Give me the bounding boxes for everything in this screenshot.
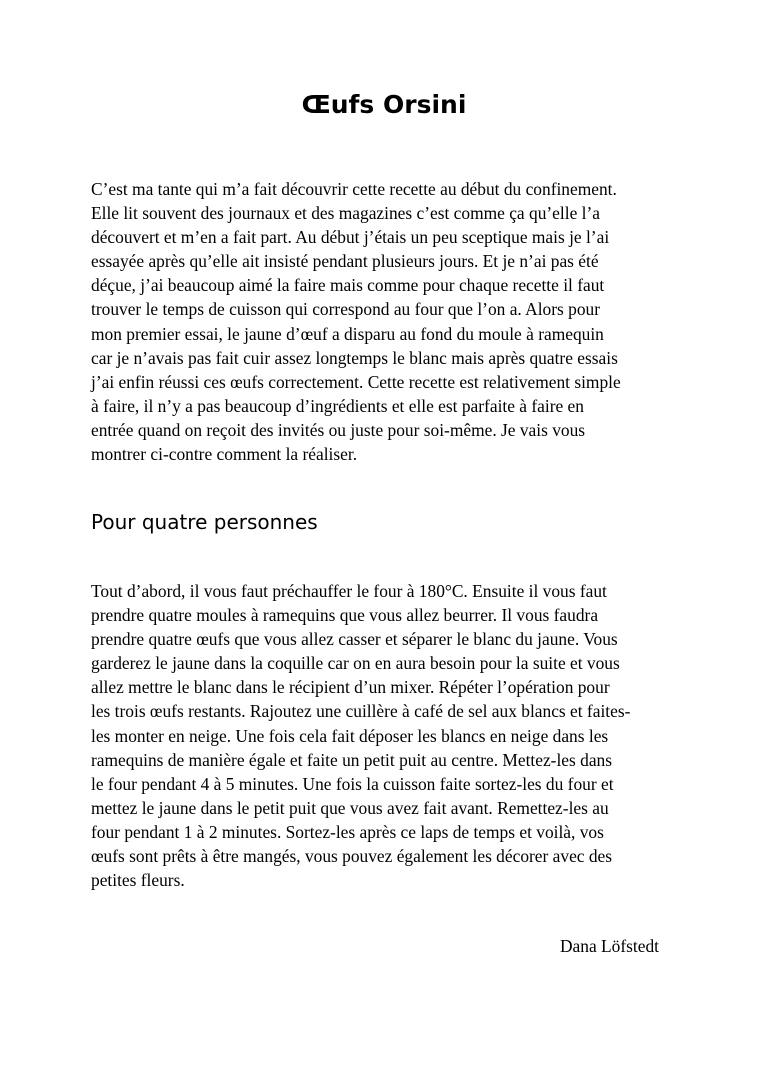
text-line: essayée après qu’elle ait insisté pendant plusieurs jours. Et je n’ai pas été	[91, 251, 599, 272]
author-signature: Dana Löfstedt	[560, 936, 659, 956]
text-line: petites fleurs.	[91, 870, 185, 891]
text-line: Tout d’abord, il vous faut préchauffer le four à 180°C. Ensuite il vous faut	[91, 581, 607, 601]
intro-paragraph	[91, 177, 681, 466]
text-line: les monter en neige. Une fois cela fait déposer les blancs en neige dans les	[91, 725, 609, 746]
text-line: trouver le temps de cuisson qui correspond au four que l’on a. Alors pour	[91, 299, 601, 320]
section-heading: Pour quatre personnes	[91, 510, 318, 534]
text-line: entrée quand on reçoit des invités ou juste pour soi-même. Je vais vous	[91, 419, 586, 440]
text-line: prendre quatre œufs que vous allez casser et séparer le blanc du jaune. Vous	[91, 629, 618, 650]
text-line: Elle lit souvent des journaux et des magazines c’est comme ça qu’elle l’a	[91, 203, 600, 224]
text-line: mettez le jaune dans le petit puit que vous avez fait avant. Remettez-les au	[91, 797, 609, 818]
text-line: prendre quatre moules à ramequins que vous allez beurrer. Il vous faudra	[91, 605, 599, 626]
text-line: mon premier essai, le jaune d’œuf a disparu au fond du moule à ramequin	[91, 323, 604, 344]
document-title: Œufs Orsini	[301, 90, 467, 119]
text-line: à faire, il n’y a pas beaucoup d’ingrédients et elle est parfaite à faire en	[91, 395, 584, 416]
text-line: les trois œufs restants. Rajoutez une cuillère à café de sel aux blancs et faites-	[91, 701, 631, 722]
text-line: C’est ma tante qui m’a fait découvrir cette recette au début du confinement.	[91, 179, 617, 199]
text-line: car je n’avais pas fait cuir assez longtemps le blanc mais après quatre essais	[91, 347, 618, 368]
text-line: j’ai enfin réussi ces œufs correctement. Cette recette est relativement simple	[91, 371, 621, 392]
text-line: allez mettre le blanc dans le récipient d’un mixer. Répéter l’opération pour	[91, 677, 610, 698]
text-line: découvert et m’en a fait part. Au début j’étais un peu sceptique mais je l’ai	[91, 227, 610, 248]
text-line: le four pendant 4 à 5 minutes. Une fois la cuisson faite sortez-les du four et	[91, 773, 614, 794]
text-line: ramequins de manière égale et faite un petit puit au centre. Mettez-les dans	[91, 749, 613, 770]
text-line: four pendant 1 à 2 minutes. Sortez-les après ce laps de temps et voilà, vos	[91, 821, 604, 842]
text-line: montrer ci-contre comment la réaliser.	[91, 444, 358, 465]
method-paragraph	[91, 579, 681, 892]
text-line: œufs sont prêts à être mangés, vous pouvez également les décorer avec des	[91, 846, 613, 867]
text-line: garderez le jaune dans la coquille car on en aura besoin pour la suite et vous	[91, 653, 620, 674]
text-line: déçue, j’ai beaucoup aimé la faire mais comme pour chaque recette il faut	[91, 275, 605, 296]
